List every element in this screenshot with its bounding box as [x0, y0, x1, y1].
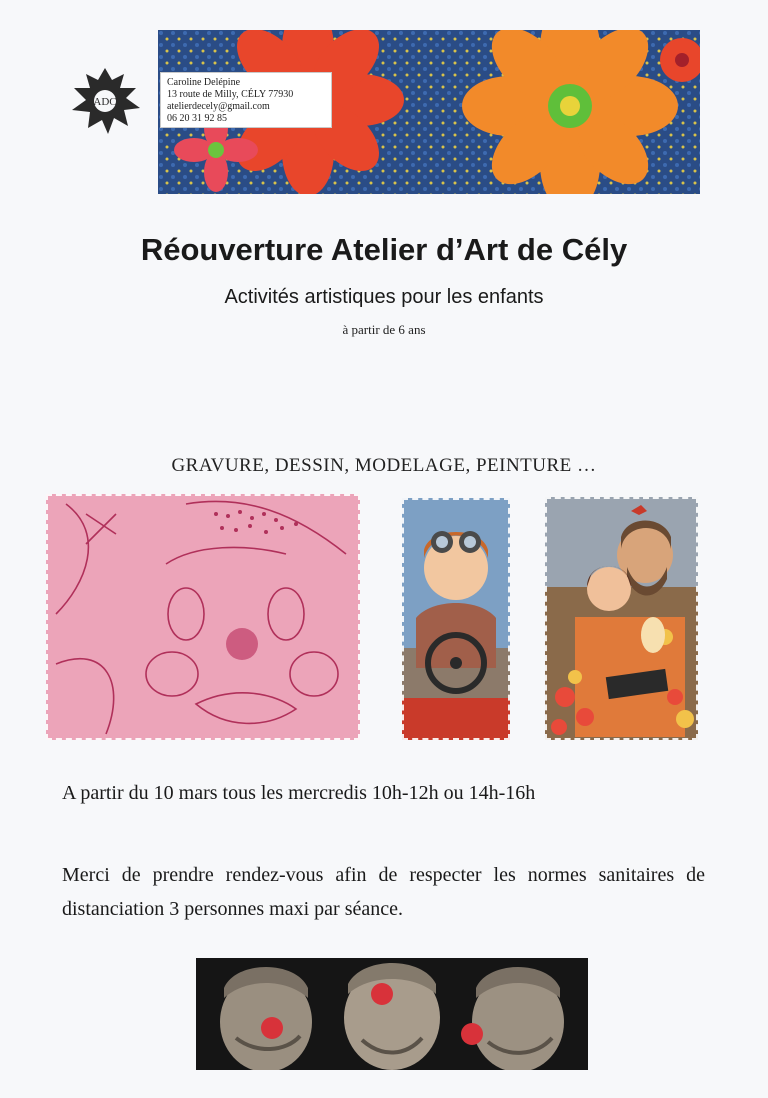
- page-title: Réouverture Atelier d’Art de Cély: [140, 232, 628, 267]
- svg-text:ADC: ADC: [93, 96, 117, 108]
- page-subtitle: Activités artistiques pour les enfants: [224, 286, 544, 308]
- clown-sculptures-image: [196, 958, 588, 1070]
- leaf-emblem-icon: [66, 64, 144, 138]
- child-driver-painting-image: [402, 498, 510, 740]
- contact-phone: 06 20 31 92 85: [167, 113, 227, 124]
- contact-address: 13 route de Milly, CÉLY 77930: [167, 89, 294, 100]
- schedule-text: A partir du 10 mars tous les mercredis 10h-12h ou 14h-16h: [62, 782, 536, 804]
- contact-email: atelierdecely@gmail.com: [167, 101, 270, 112]
- family-reading-painting-image: [545, 497, 698, 740]
- age-note: à partir de 6 ans: [342, 322, 426, 337]
- sanitary-notice-text: Merci de prendre rendez-vous afin de respecter les normes sanitaires de distanciation 3 personnes maxi par séance.: [62, 864, 705, 920]
- contact-name: Caroline Delépine: [167, 77, 241, 88]
- engraving-artwork-image: [46, 494, 360, 740]
- contact-card: [160, 72, 332, 128]
- techniques-heading: GRAVURE, DESSIN, MODELAGE, PEINTURE …: [171, 455, 597, 476]
